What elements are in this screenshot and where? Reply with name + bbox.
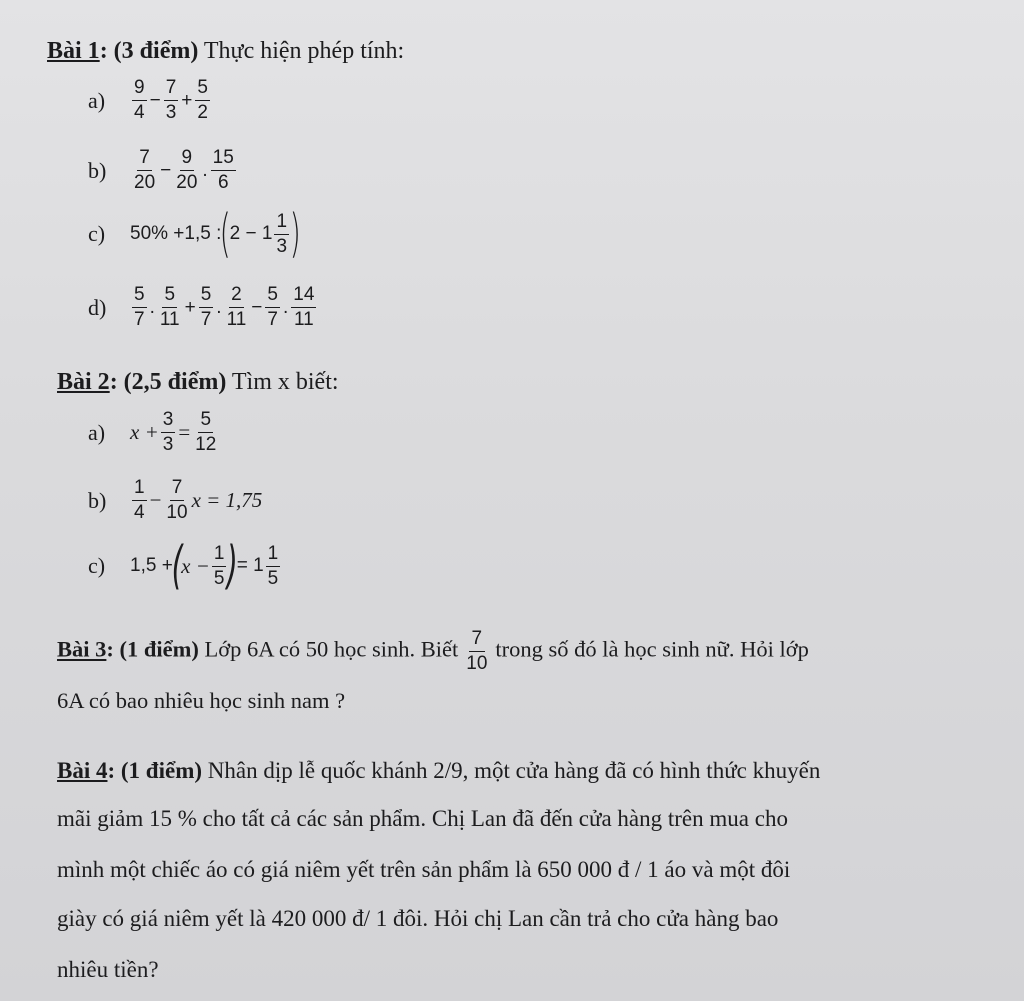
fraction <box>161 408 176 457</box>
bai3-text1: Lớp 6A có 50 học sinh. Biết <box>198 636 459 662</box>
numerator: 5 <box>199 283 214 308</box>
bai1-label: Bài 1 <box>47 38 100 64</box>
fraction <box>158 283 182 332</box>
numerator: 2 <box>229 283 244 308</box>
denominator: 5 <box>267 567 279 589</box>
numerator: 7 <box>469 627 486 652</box>
denominator: 4 <box>134 502 145 523</box>
item-label: c) <box>88 221 106 246</box>
fraction <box>211 146 236 195</box>
bai3-label: Bài 3 <box>57 636 107 662</box>
fraction <box>193 408 218 457</box>
item-label: d) <box>88 294 107 320</box>
bai2-label: Bài 2 <box>57 369 110 395</box>
bai4-line3: mình một chiếc áo có giá niêm yết trên sản phẩm là 650 000 đ / 1 áo và một đôi <box>57 857 791 882</box>
bai2-c-expression <box>130 536 282 596</box>
bai2-c <box>88 536 282 596</box>
denominator: 7 <box>200 309 212 330</box>
numerator: 3 <box>161 408 176 433</box>
denominator: 3 <box>165 102 177 123</box>
fraction <box>132 146 157 195</box>
bai2-b-expression <box>130 476 262 525</box>
close-paren: ) <box>289 204 301 264</box>
fraction <box>274 210 289 259</box>
numerator: 9 <box>132 76 147 101</box>
expression-text: x + <box>130 420 159 444</box>
bai3-line1 <box>57 627 809 676</box>
operator: + <box>181 89 193 111</box>
bai1-a-expression <box>130 76 212 125</box>
item-label: b) <box>88 487 107 513</box>
denominator: 10 <box>466 653 488 674</box>
operator: . <box>149 296 155 318</box>
bai2-a-expression <box>130 408 220 457</box>
fraction <box>195 76 210 125</box>
denominator: 20 <box>134 172 156 193</box>
numerator: 5 <box>195 76 210 101</box>
bai4-text: Nhân dịp lễ quốc khánh 2/9, một cửa hàng đã có hình thức khuyến <box>202 758 821 783</box>
numerator: 5 <box>132 283 147 308</box>
operator: − <box>149 488 162 512</box>
denominator: 10 <box>166 502 188 523</box>
bai1-c-expression <box>130 204 301 264</box>
denominator: 3 <box>162 434 174 455</box>
bai2-a <box>88 408 220 457</box>
bai1-b-expression <box>130 146 238 195</box>
operator: . <box>282 296 289 318</box>
numerator: 1 <box>266 542 281 567</box>
numerator: 7 <box>137 146 152 171</box>
numerator: 7 <box>170 476 185 501</box>
expression-text: 2 − 1 <box>229 223 273 244</box>
operator: + <box>184 296 196 318</box>
denominator: 3 <box>276 235 288 257</box>
numerator: 14 <box>291 283 316 308</box>
numerator: 5 <box>198 408 213 433</box>
denominator: 11 <box>159 309 180 330</box>
bai3-points: : (1 điểm) <box>106 636 199 662</box>
expression-text: x = 1,75 <box>191 488 263 512</box>
fraction <box>291 283 316 332</box>
fraction <box>466 627 487 676</box>
numerator: 7 <box>164 76 179 101</box>
bai1-d <box>88 283 318 332</box>
denominator: 2 <box>197 102 208 123</box>
bai1-a <box>88 76 212 125</box>
operator: − <box>160 159 172 181</box>
bai2-heading <box>57 369 339 396</box>
expression-text: = 1 <box>236 555 264 576</box>
denominator: 4 <box>134 102 145 123</box>
item-label: a) <box>88 419 106 445</box>
item-label: b) <box>88 157 107 183</box>
bai2-title: Tìm x biết: <box>226 369 339 395</box>
fraction <box>174 146 199 195</box>
numerator: 1 <box>132 476 147 501</box>
fraction <box>225 283 249 332</box>
numerator: 9 <box>180 146 195 171</box>
denominator: 7 <box>134 309 145 330</box>
bai4-points: : (1 điểm) <box>107 758 203 783</box>
denominator: 12 <box>195 434 217 455</box>
item-label: c) <box>88 553 106 578</box>
operator: . <box>216 296 222 318</box>
bai1-d-expression <box>130 283 318 332</box>
bai1-heading <box>47 38 404 65</box>
numerator: 15 <box>211 146 236 171</box>
fraction <box>212 542 227 591</box>
operator: − <box>149 89 161 111</box>
fraction <box>164 476 189 525</box>
bai4-line4: giày có giá niêm yết là 420 000 đ/ 1 đôi. Hỏi chị Lan cần trả cho cửa hàng bao <box>57 906 779 931</box>
open-paren: ( <box>171 536 183 596</box>
numerator: 5 <box>265 283 280 308</box>
expression-text: 50% +1,5 : <box>130 223 222 244</box>
numerator: 1 <box>274 210 289 235</box>
operator: − <box>251 296 263 318</box>
bai4-line1 <box>57 758 820 784</box>
denominator: 6 <box>217 172 229 193</box>
bai4-line5: nhiêu tiền? <box>57 957 159 982</box>
bai3-line2: 6A có bao nhiêu học sinh nam ? <box>57 688 346 713</box>
bai4-line2: mãi giảm 15 % cho tất cả các sản phẩm. Chị Lan đã đến cửa hàng trên mua cho <box>57 806 788 831</box>
denominator: 11 <box>293 309 314 330</box>
expression-text: 1,5 + <box>130 555 173 576</box>
bai3-text2: trong số đó là học sinh nữ. Hỏi lớp <box>495 636 809 662</box>
bai4-label: Bài 4 <box>57 758 108 783</box>
fraction <box>132 283 147 332</box>
operator: = <box>178 420 191 444</box>
fraction <box>265 283 280 332</box>
denominator: 5 <box>213 567 225 589</box>
operator: . <box>202 159 208 181</box>
numerator: 5 <box>162 283 177 308</box>
bai2-points: : (2,5 điểm) <box>109 369 227 395</box>
denominator: 11 <box>226 309 247 330</box>
bai1-c <box>88 204 301 264</box>
fraction <box>132 476 147 525</box>
item-label: a) <box>88 87 106 113</box>
fraction <box>132 76 147 125</box>
bai2-b <box>88 476 262 525</box>
numerator: 1 <box>212 542 227 567</box>
expression-text: x − <box>181 553 210 578</box>
fraction <box>164 76 179 125</box>
bai1-points: : (3 điểm) <box>99 38 199 64</box>
bai1-title: Thực hiện phép tính: <box>198 38 405 64</box>
denominator: 7 <box>267 309 278 330</box>
close-paren: ) <box>226 536 239 596</box>
open-paren: ( <box>219 204 232 264</box>
fraction <box>266 542 281 591</box>
denominator: 20 <box>176 172 198 193</box>
bai1-b <box>88 146 238 195</box>
fraction <box>199 283 214 332</box>
